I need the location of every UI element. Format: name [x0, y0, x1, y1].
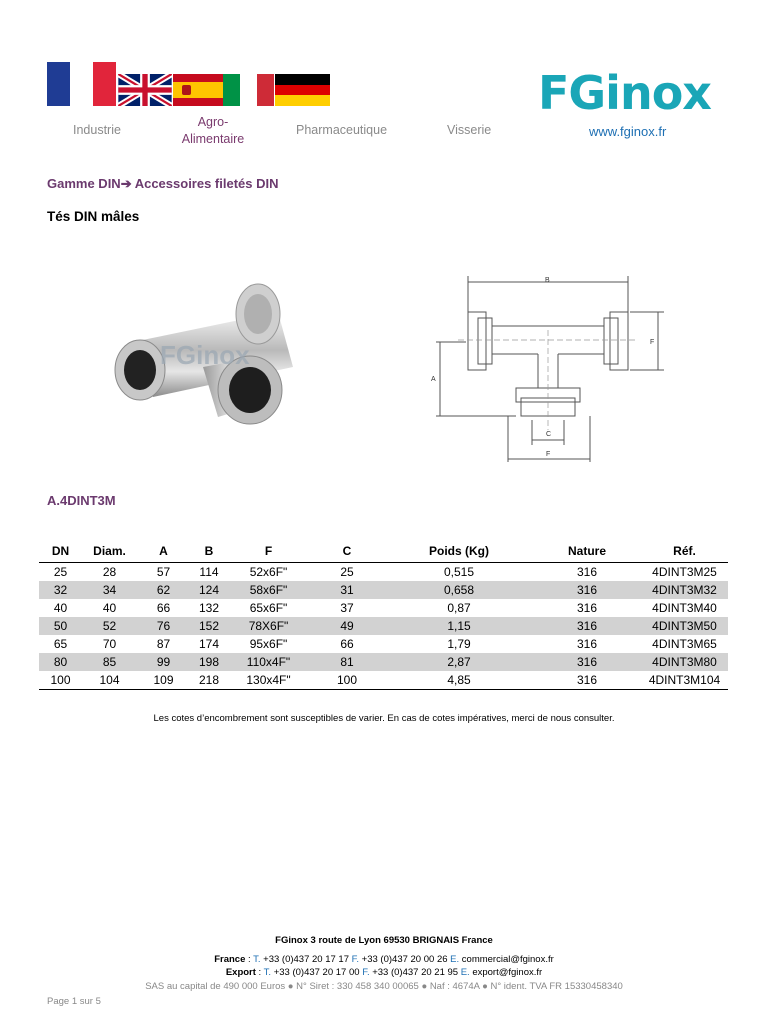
- table-cell: 130x4F": [246, 673, 291, 687]
- france-fax: +33 (0)437 20 00 26: [361, 954, 448, 965]
- table-cell: 0,658: [443, 583, 475, 597]
- table-cell: 316: [576, 565, 598, 579]
- breadcrumb: Gamme DIN➔ Accessoires filetés DIN: [47, 176, 279, 191]
- table-cell: 65x6F": [249, 601, 288, 615]
- table-cell: 316: [576, 583, 598, 597]
- france-phone: +33 (0)437 20 17 17: [263, 954, 349, 965]
- footer-france-line: France : T. +33 (0)437 20 17 17 F. +33 (0)437 20 00 26 E. commercial@fginox.fr: [214, 954, 554, 965]
- column-header: A: [159, 544, 168, 558]
- export-fax: +33 (0)437 20 21 95: [372, 967, 459, 978]
- table-cell: 78X6F": [248, 619, 289, 633]
- table-cell: 40: [102, 601, 117, 615]
- table-cell: 0,515: [443, 565, 475, 579]
- table-cell: 4DINT3M25: [652, 565, 717, 579]
- table-cell: 52: [102, 619, 117, 633]
- drawing-label-f-side: F: [650, 339, 655, 346]
- brand-url-link[interactable]: www.fginox.fr: [589, 124, 667, 139]
- footer-france-label: France: [214, 954, 246, 965]
- table-cell: 81: [340, 655, 354, 669]
- table-cell: 80: [53, 655, 68, 669]
- drawing-label-a: A: [431, 376, 436, 383]
- table-header-row: [39, 540, 728, 563]
- column-header: B: [204, 544, 214, 558]
- label-t: T.: [263, 967, 272, 978]
- table-cell: 316: [576, 673, 598, 687]
- table-cell: 40: [53, 601, 68, 615]
- table-cell: 198: [198, 655, 220, 669]
- table-cell: 50: [53, 619, 68, 633]
- table-row: [39, 599, 728, 617]
- table-cell: 4DINT3M50: [652, 619, 717, 633]
- table-row: [39, 617, 728, 635]
- flag-germany-icon[interactable]: [275, 74, 330, 106]
- footer-export-line: Export : T. +33 (0)437 20 17 00 F. +33 (0)437 20 21 95 E. export@fginox.fr: [225, 967, 543, 978]
- drawing-label-f-bottom: F: [546, 451, 551, 458]
- table-row: [39, 653, 728, 671]
- table-cell: 49: [340, 619, 354, 633]
- export-email-link[interactable]: export@fginox.fr: [472, 967, 543, 978]
- table-cell: 52x6F": [249, 565, 288, 579]
- nav-pharmaceutique[interactable]: Pharmaceutique: [296, 123, 388, 137]
- flag-france-icon[interactable]: [47, 62, 116, 106]
- column-header: DN: [51, 544, 70, 558]
- table-row: [39, 581, 728, 599]
- table-cell: 4DINT3M80: [652, 655, 717, 669]
- column-header: Diam.: [93, 544, 126, 558]
- column-header: F: [264, 544, 273, 558]
- drawing-label-c: C: [546, 431, 552, 438]
- table-cell: 58x6F": [249, 583, 288, 597]
- column-header: Poids (Kg): [429, 544, 489, 558]
- label-e: E.: [460, 967, 470, 978]
- table-cell: 218: [198, 673, 220, 687]
- table-cell: 99: [156, 655, 171, 669]
- flag-uk-icon[interactable]: [118, 74, 172, 106]
- table-cell: 25: [340, 565, 354, 579]
- table-cell: 316: [576, 655, 598, 669]
- table-cell: 70: [102, 637, 117, 651]
- table-cell: 32: [53, 583, 68, 597]
- table-cell: 152: [198, 619, 220, 633]
- footer-legal: SAS au capital de 490 000 Euros ● N° Siret : 330 458 340 00065 ● Naf : 4674A ● N° ident. TVA FR 15330458340: [145, 981, 623, 992]
- table-row: [39, 635, 728, 653]
- table-cell: 85: [102, 655, 117, 669]
- label-e: E.: [450, 954, 460, 965]
- label-t: T.: [253, 954, 261, 965]
- table-cell: 110x4F": [246, 655, 291, 669]
- table-cell: 124: [198, 583, 220, 597]
- table-cell: 95x6F": [249, 637, 288, 651]
- brand-logo[interactable]: FGinox: [538, 66, 711, 120]
- drawing-label-b: B: [545, 277, 550, 284]
- table-cell: 132: [198, 601, 220, 615]
- table-cell: 316: [576, 637, 598, 651]
- table-cell: 76: [156, 619, 171, 633]
- label-f: F.: [351, 954, 360, 965]
- table-cell: 4DINT3M65: [652, 637, 717, 651]
- table-cell: 4DINT3M40: [652, 601, 717, 615]
- nav-visserie[interactable]: Visserie: [447, 123, 492, 137]
- table-cell: 100: [336, 673, 358, 687]
- column-header: Réf.: [673, 544, 696, 558]
- table-row: [39, 671, 728, 690]
- footer-export-label: Export: [225, 967, 256, 978]
- table-cell: 25: [53, 565, 68, 579]
- table-cell: 34: [102, 583, 117, 597]
- table-cell: 1,15: [447, 619, 471, 633]
- flag-spain-icon[interactable]: [173, 74, 223, 106]
- table-cell: 62: [156, 583, 171, 597]
- table-cell: 66: [156, 601, 171, 615]
- export-phone: +33 (0)437 20 17 00: [273, 967, 360, 978]
- table-cell: 316: [576, 601, 598, 615]
- column-header: Nature: [567, 544, 606, 558]
- table-cell: 4DINT3M104: [648, 673, 721, 687]
- table-cell: 2,87: [447, 655, 471, 669]
- table-cell: 4DINT3M32: [652, 583, 717, 597]
- product-code: A.4DINT3M: [47, 493, 116, 508]
- table-cell: 0,87: [447, 601, 471, 615]
- table-cell: 109: [153, 673, 174, 687]
- table-cell: 28: [102, 565, 117, 579]
- table-cell: 57: [156, 565, 171, 579]
- table-cell: 100: [50, 673, 71, 687]
- table-cell: 37: [340, 601, 354, 615]
- table-cell: 1,79: [447, 637, 471, 651]
- table-cell: 31: [340, 583, 354, 597]
- page-number: Page 1 sur 5: [47, 996, 101, 1007]
- table-cell: 104: [99, 673, 120, 687]
- table-cell: 87: [156, 637, 171, 651]
- table-cell: 65: [53, 637, 68, 651]
- table-cell: 4,85: [447, 673, 471, 687]
- flag-italy-icon[interactable]: [223, 74, 274, 106]
- technical-drawing: [418, 270, 668, 466]
- nav-industrie[interactable]: Industrie: [73, 123, 121, 137]
- table-cell: 114: [199, 565, 219, 579]
- dimensions-note: Les cotes d’encombrement sont susceptibles de varier. En cas de cotes impératives, merci de nous consulter.: [153, 713, 615, 724]
- column-header: C: [342, 544, 352, 558]
- page-title: Tés DIN mâles: [47, 209, 140, 224]
- dimensions-table: [39, 540, 728, 690]
- france-email-link[interactable]: commercial@fginox.fr: [461, 954, 554, 965]
- table-cell: 316: [576, 619, 598, 633]
- nav-agro-alimentaire[interactable]: Agro-Alimentaire: [181, 115, 245, 146]
- photo-watermark: FGinox: [160, 340, 250, 370]
- label-f: F.: [362, 967, 370, 978]
- table-row: [39, 563, 728, 582]
- product-photo: [108, 272, 314, 464]
- table-cell: 174: [198, 637, 220, 651]
- table-cell: 66: [340, 637, 354, 651]
- footer-company: FGinox 3 route de Lyon 69530 BRIGNAIS France: [275, 935, 493, 946]
